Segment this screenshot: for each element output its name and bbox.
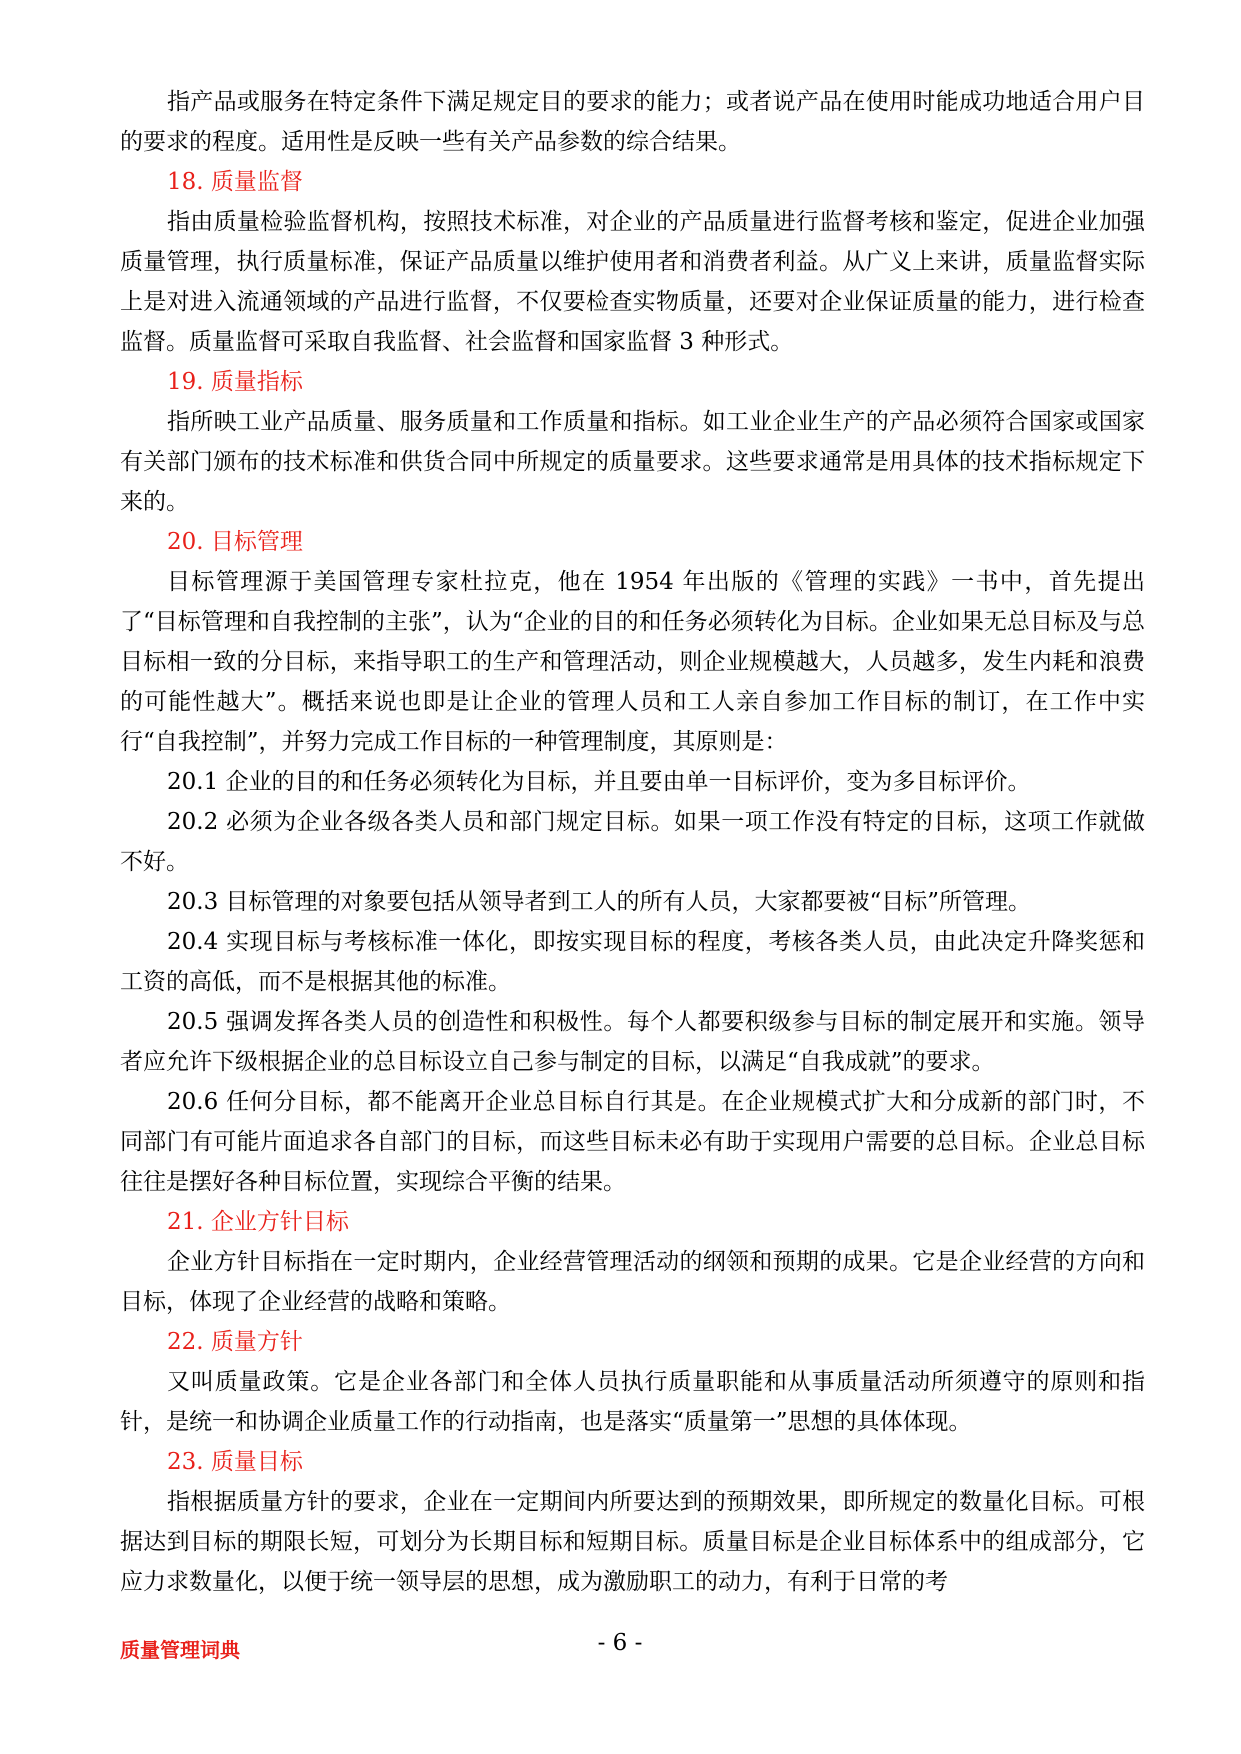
paragraph: 指根据质量方针的要求，企业在一定期间内所要达到的预期效果，即所规定的数量化目标。可根据达到目标的期限长短，可划分为长期目标和短期目标。质量目标是企业目标体系中的组成部分，它应力求数量化，以便于统一领导层的思想，成为激励职工的动力，有利于日常的考 [120,1489,1145,1595]
paragraph: 20.1 企业的目的和任务必须转化为目标，并且要由单一目标评价，变为多目标评价。 [167,769,1031,795]
section-heading: 18. 质量监督 [167,169,303,195]
paragraph: 指由质量检验监督机构，按照技术标准，对企业的产品质量进行监督考核和鉴定，促进企业加强质量管理，执行质量标准，保证产品质量以维护使用者和消费者利益。从广义上来讲，质量监督实际上是对进入流通领域的产品进行监督，不仅要检查实物质量，还要对企业保证质量的能力，进行检查监督。质量监督可采取自我监督、社会监督和国家监督 3 种形式。 [120,209,1145,355]
section-heading: 22. 质量方针 [167,1329,303,1355]
paragraph: 20.4 实现目标与考核标准一体化，即按实现目标的程度，考核各类人员，由此决定升降奖惩和工资的高低，而不是根据其他的标准。 [120,929,1145,995]
paragraph: 20.5 强调发挥各类人员的创造性和积极性。每个人都要积级参与目标的制定展开和实施。领导者应允许下级根据企业的总目标设立自己参与制定的目标，以满足“自我成就”的要求。 [120,1009,1145,1075]
paragraph: 目标管理源于美国管理专家杜拉克，他在 1954 年出版的《管理的实践》一书中，首先提出了“目标管理和自我控制的主张”，认为“企业的目的和任务必须转化为目标。企业如果无总目标及与总目标相一致的分目标，来指导职工的生产和管理活动，则企业规模越大，人员越多，发生内耗和浪费的可能性越大”。概括来说也即是让企业的管理人员和工人亲自参加工作目标的制订，在工作中实行“自我控制”，并努力完成工作目标的一种管理制度，其原则是： [120,569,1145,755]
footer-book-title: 质量管理词典 [120,1638,240,1662]
footer-page-number: - 6 - [597,1630,643,1656]
page-body [120,82,1145,1602]
section-heading: 23. 质量目标 [167,1449,303,1475]
paragraph: 企业方针目标指在一定时期内，企业经营管理活动的纲领和预期的成果。它是企业经营的方向和目标，体现了企业经营的战略和策略。 [120,1249,1145,1315]
paragraph: 指所映工业产品质量、服务质量和工作质量和指标。如工业企业生产的产品必须符合国家或国家有关部门颁布的技术标准和供货合同中所规定的质量要求。这些要求通常是用具体的技术指标规定下来的。 [120,409,1145,515]
section-heading: 21. 企业方针目标 [167,1209,349,1235]
section-heading: 19. 质量指标 [167,369,303,395]
paragraph: 又叫质量政策。它是企业各部门和全体人员执行质量职能和从事质量活动所须遵守的原则和指针，是统一和协调企业质量工作的行动指南，也是落实“质量第一”思想的具体体现。 [120,1369,1145,1435]
paragraph: 指产品或服务在特定条件下满足规定目的要求的能力；或者说产品在使用时能成功地适合用户目的要求的程度。适用性是反映一些有关产品参数的综合结果。 [120,89,1145,155]
paragraph: 20.6 任何分目标，都不能离开企业总目标自行其是。在企业规模式扩大和分成新的部门时，不同部门有可能片面追求各自部门的目标，而这些目标未必有助于实现用户需要的总目标。企业总目标往往是摆好各种目标位置，实现综合平衡的结果。 [120,1089,1145,1195]
paragraph: 20.2 必须为企业各级各类人员和部门规定目标。如果一项工作没有特定的目标，这项工作就做不好。 [120,809,1145,875]
section-heading: 20. 目标管理 [167,529,303,555]
paragraph: 20.3 目标管理的对象要包括从领导者到工人的所有人员，大家都要被“目标”所管理。 [167,889,1032,915]
